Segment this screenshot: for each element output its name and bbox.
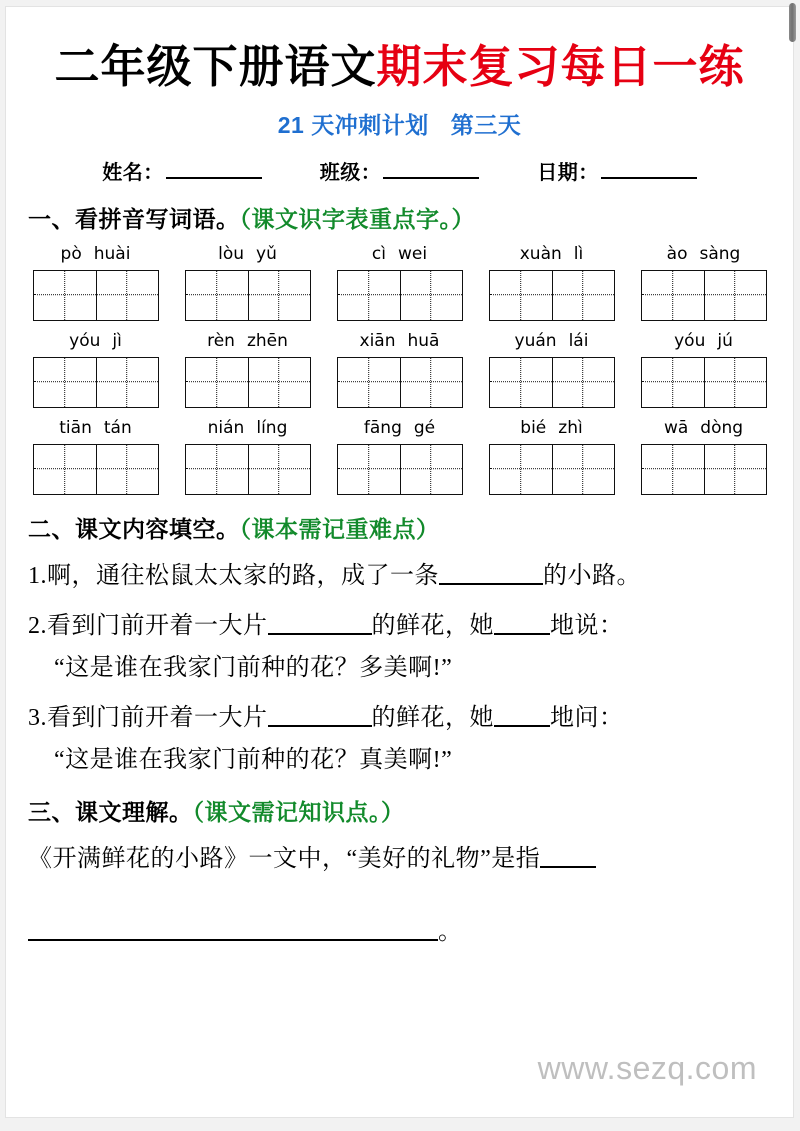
character-cell[interactable]	[248, 445, 310, 494]
comprehension-period: 。	[438, 918, 462, 945]
pinyin-label	[337, 331, 463, 351]
character-cell[interactable]	[642, 358, 704, 407]
section-3-title: 三、课文理解。	[28, 798, 193, 825]
pinyin-syllable: zhēn	[246, 330, 288, 351]
word-cell	[337, 418, 463, 495]
character-cell[interactable]	[338, 358, 400, 407]
pinyin-syllable: xiān	[359, 330, 396, 351]
question-2-text-c: 地说：	[550, 612, 624, 639]
character-cell[interactable]	[704, 271, 766, 320]
character-cell[interactable]	[34, 358, 96, 407]
pinyin-syllable: zhì	[558, 417, 583, 438]
pinyin-syllable: sàng	[699, 243, 741, 264]
page-subtitle	[6, 107, 793, 140]
character-grid-box[interactable]	[489, 357, 615, 408]
subtitle-plan: 21 天冲刺计划	[277, 111, 429, 138]
pinyin-syllable: cì	[371, 243, 386, 264]
pinyin-syllable: nián	[207, 417, 245, 438]
question-3-text-c: 地问：	[550, 704, 624, 731]
pinyin-syllable: yóu	[674, 330, 706, 351]
character-cell[interactable]	[490, 445, 552, 494]
vertical-scrollbar[interactable]	[786, 0, 800, 1131]
pinyin-syllable: ào	[666, 243, 688, 264]
pinyin-syllable: fāng	[363, 417, 402, 438]
comprehension-blank-2[interactable]	[28, 938, 438, 941]
pinyin-syllable: dòng	[700, 417, 744, 438]
character-cell[interactable]	[552, 358, 614, 407]
fill-question-2	[28, 608, 793, 644]
pinyin-syllable: lái	[568, 330, 589, 351]
comprehension-blank-1[interactable]	[540, 865, 596, 868]
word-cell	[33, 331, 159, 408]
date-input-blank[interactable]	[601, 176, 697, 179]
student-info-row	[6, 156, 793, 185]
character-cell[interactable]	[490, 271, 552, 320]
pinyin-label	[33, 244, 159, 264]
character-cell[interactable]	[400, 271, 462, 320]
question-3-text-a: 3.看到门前开着一大片	[28, 704, 268, 731]
word-cell	[489, 418, 615, 495]
word-cell	[33, 244, 159, 321]
word-cell	[185, 418, 311, 495]
character-grid-box[interactable]	[337, 270, 463, 321]
character-cell[interactable]	[552, 271, 614, 320]
page-title	[6, 43, 793, 93]
fill-question-1	[28, 558, 793, 594]
comprehension-text: 《开满鲜花的小路》一文中，“美好的礼物”是指	[28, 845, 541, 872]
word-cell	[185, 331, 311, 408]
character-grid-box[interactable]	[641, 444, 767, 495]
character-cell[interactable]	[248, 271, 310, 320]
character-grid-box[interactable]	[489, 444, 615, 495]
pinyin-syllable: tiān	[59, 417, 92, 438]
character-grid-box[interactable]	[489, 270, 615, 321]
pinyin-syllable: bié	[520, 417, 547, 438]
character-cell[interactable]	[642, 445, 704, 494]
character-cell[interactable]	[186, 271, 248, 320]
question-1-text-b: 的小路。	[543, 562, 641, 589]
question-2-blank-1[interactable]	[268, 632, 372, 635]
pinyin-syllable: rèn	[207, 330, 235, 351]
section-3-note: （课文需记知识点。）	[192, 798, 405, 825]
word-cell	[641, 244, 767, 321]
pinyin-syllable: lì	[573, 243, 584, 264]
pinyin-syllable: jú	[717, 330, 733, 351]
question-2-text-b: 的鲜花，她	[371, 612, 494, 639]
scrollbar-thumb[interactable]	[789, 3, 796, 42]
pinyin-label	[185, 418, 311, 438]
page-title-red: 期末复习每日一练	[376, 42, 745, 92]
character-grid-box[interactable]	[185, 357, 311, 408]
character-cell[interactable]	[338, 445, 400, 494]
word-cell	[641, 418, 767, 495]
character-cell[interactable]	[642, 271, 704, 320]
character-grid-box[interactable]	[337, 444, 463, 495]
pinyin-syllable: pò	[60, 243, 82, 264]
question-2-quote: “这是谁在我家门前种的花？多美啊!”	[54, 654, 453, 681]
question-3-blank-1[interactable]	[268, 724, 372, 727]
character-grid-box[interactable]	[641, 270, 767, 321]
pinyin-row	[6, 331, 793, 408]
site-watermark: www.sezq.com	[537, 1050, 757, 1086]
pinyin-syllable: gé	[413, 417, 436, 438]
word-cell	[337, 244, 463, 321]
pinyin-label	[641, 244, 767, 264]
pinyin-syllable: wei	[397, 243, 428, 264]
comprehension-answer-line	[28, 911, 793, 946]
character-grid-box[interactable]	[641, 357, 767, 408]
section-1-title: 一、看拼音写词语。	[28, 205, 240, 232]
character-grid-box[interactable]	[33, 357, 159, 408]
pinyin-label	[489, 331, 615, 351]
pinyin-syllable: huài	[93, 243, 131, 264]
pinyin-writing-grid	[6, 244, 793, 495]
pinyin-syllable: wā	[663, 417, 689, 438]
character-cell[interactable]	[96, 271, 158, 320]
pinyin-row	[6, 418, 793, 495]
pinyin-row	[6, 244, 793, 321]
name-field-group	[102, 156, 262, 185]
character-cell[interactable]	[490, 358, 552, 407]
character-cell[interactable]	[96, 445, 158, 494]
pinyin-label	[185, 244, 311, 264]
question-3-blank-2[interactable]	[494, 724, 550, 727]
fill-question-3	[28, 700, 793, 736]
character-grid-box[interactable]	[33, 270, 159, 321]
word-cell	[489, 331, 615, 408]
name-label: 姓名：	[102, 161, 164, 184]
word-cell	[641, 331, 767, 408]
subtitle-day: 第三天	[450, 111, 522, 138]
character-cell[interactable]	[34, 445, 96, 494]
character-cell[interactable]	[34, 271, 96, 320]
pinyin-syllable: jì	[112, 330, 122, 351]
pinyin-label	[185, 331, 311, 351]
section-2-heading	[28, 511, 793, 544]
pinyin-label	[337, 418, 463, 438]
pinyin-syllable: líng	[256, 417, 288, 438]
pinyin-syllable: lòu	[218, 243, 245, 264]
character-grid-box[interactable]	[33, 444, 159, 495]
character-cell[interactable]	[186, 358, 248, 407]
pinyin-label	[33, 331, 159, 351]
pinyin-label	[641, 331, 767, 351]
pinyin-syllable: yǔ	[256, 243, 277, 264]
class-field-group	[320, 156, 480, 185]
character-cell[interactable]	[186, 445, 248, 494]
page-title-black: 二年级下册语文	[54, 42, 377, 92]
question-3-quote: “这是谁在我家门前种的花？真美啊!”	[54, 746, 453, 773]
section-1-heading	[28, 201, 793, 234]
pinyin-syllable: yóu	[69, 330, 101, 351]
character-cell[interactable]	[552, 445, 614, 494]
class-label: 班级：	[319, 161, 382, 184]
character-cell[interactable]	[400, 445, 462, 494]
section-3-heading	[28, 794, 793, 827]
date-field-group	[537, 156, 697, 185]
character-cell[interactable]	[400, 358, 462, 407]
character-grid-box[interactable]	[185, 444, 311, 495]
question-2-blank-2[interactable]	[494, 632, 550, 635]
character-cell[interactable]	[704, 358, 766, 407]
pinyin-syllable: huā	[407, 330, 440, 351]
pinyin-label	[489, 418, 615, 438]
question-1-blank-1[interactable]	[439, 582, 543, 585]
character-grid-box[interactable]	[185, 270, 311, 321]
date-label: 日期：	[537, 161, 599, 184]
pinyin-label	[33, 418, 159, 438]
character-cell[interactable]	[248, 358, 310, 407]
pinyin-syllable: yuán	[514, 330, 557, 351]
question-2-text-a: 2.看到门前开着一大片	[28, 612, 268, 639]
section-2-note: （课本需记重难点）	[239, 515, 440, 542]
word-cell	[489, 244, 615, 321]
pinyin-label	[337, 244, 463, 264]
comprehension-question	[28, 841, 793, 877]
question-1-text-a: 1.啊，通往松鼠太太家的路，成了一条	[28, 562, 439, 589]
section-1-note: （课文识字表重点字。）	[239, 205, 475, 232]
pinyin-syllable: xuàn	[519, 243, 562, 264]
pinyin-label	[489, 244, 615, 264]
character-cell[interactable]	[338, 271, 400, 320]
worksheet-page	[5, 6, 794, 1118]
section-2-title: 二、课文内容填空。	[28, 515, 240, 542]
pinyin-syllable: tán	[103, 417, 132, 438]
character-grid-box[interactable]	[337, 357, 463, 408]
pinyin-label	[641, 418, 767, 438]
word-cell	[185, 244, 311, 321]
character-cell[interactable]	[96, 358, 158, 407]
word-cell	[337, 331, 463, 408]
word-cell	[33, 418, 159, 495]
name-input-blank[interactable]	[166, 176, 262, 179]
character-cell[interactable]	[704, 445, 766, 494]
class-input-blank[interactable]	[383, 176, 479, 179]
question-3-text-b: 的鲜花，她	[371, 704, 494, 731]
